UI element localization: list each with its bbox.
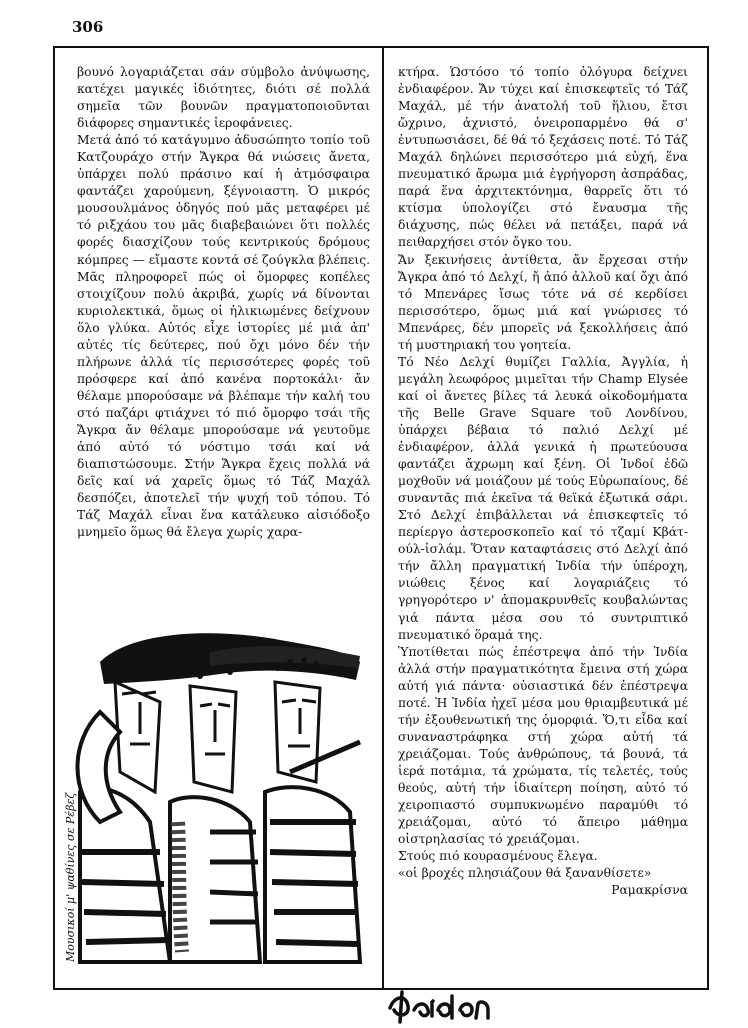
quote-attribution: Ραμακρίσνα	[611, 883, 688, 898]
right-column	[398, 64, 688, 899]
left-column	[77, 64, 370, 541]
paragraph: κτήρα. Ὡστόσο τό τοπίο ὁλόγυρα δείχνει ἐνδιαφέρον. Ἄν τύχει καί ἐπισκεφτεῖς τό Τάζ Μαχάλ, μέ τήν ἀνατολή τοῦ ἥλιου, ἔτσι ὤχρινο, ἀχνιστό, ὀνειροπαρμένο θά σ' ἐντυπωσιάσει, δέ θά τό ξεχάσεις ποτέ. Τό Τάζ Μαχάλ δηλώνει περισσότερο μιά εὐχή, ἕνα πνευματικό ἄρωμα μιά ἐγρήγορση ἀσπράδας, παρά ἕνα ἀρχιτεκτόνημα, θαρρεῖς ὅτι τό κτίσμα ὑπολογίζει στό ἔναυσμα τῆς διάχυσης, πώς θέλει νά πετάξει, παρά νά πειθαρχήσει στόν ὄγκο του.	[398, 65, 688, 250]
musicians-illustration	[60, 622, 378, 984]
signature	[380, 988, 500, 1028]
paragraph: Ὑποτίθεται πώς ἐπέστρεψα ἀπό τήν Ἰνδία ἀλλά στήν πραγματικότητα ἔμεινα στή χώρα αὐτή γιά πάντα· οὐσιαστικά δέν ἐπέστρεψα ποτέ. Ἡ Ἰνδία ἠχεῖ μέσα μου θριαμβευτικά μέ τήν ἐξουθενωτική της ὀμορφιά. Ὅ,τι εἶδα καί συναναστράφηκα στή χώρα αὐτή τά χρειάζομαι. Τούς ἀνθρώπους, τά βουνά, τά ἱερά ποτάμια, τά χρώματα, τίς τελετές, τούς θεούς, αὐτή τήν ἰδιαίτερη ποίηση, αὐτό τό χειροπιαστό συμπυκνωμένο παραμύθι τό χρειάζομαι, αὐτό τό ἄπειρο μάθημα οἰστρηλασίας τό χρειάζομαι.	[398, 644, 688, 847]
illustration-inscription: Μουσικοί μ' ψαθίνες σε Ρέβεζ	[64, 792, 77, 962]
column-divider	[382, 46, 384, 990]
quote: «οἱ βροχές πλησιάζουν θά ξανανθίσετε»	[398, 866, 652, 881]
paragraph: βουνό λογαριάζεται σάν σύμβολο ἀνύψωσης, κατέχει μαγικές ἰδιότητες, διότι σέ πολλά σημεῖα τῶν βουνῶν πραγματοποιοῦνται διάφορες σημαντικές ἱεροφάνειες.	[77, 65, 370, 131]
paragraph: Ἄν ξεκινήσεις ἀντίθετα, ἄν ἔρχεσαι στήν Ἄγκρα ἀπό τό Δελχί, ἤ ἀπό ἀλλοῦ καί ὄχι ἀπό τό Μπενάρες ἴσως τότε νά σέ κερδίσει περισσότερο, ὅμως μιά καί γνώρισες τό Μπενάρες, δέν μπορεῖς νά ξεκολλήσεις ἀπό τή μυστηριακή του γοητεία.	[398, 252, 688, 352]
musicians-drawing	[60, 622, 378, 984]
paragraph: Μετά ἀπό τό κατάγυμνο ἀδυσώπητο τοπίο τοῦ Κατζουράχο στήν Ἄγκρα θά νιώσεις ἄνετα, ὑπάρχει πολύ πράσινο καί ἡ ἀτμόσφαιρα φαντάζει χαρούμενη, ξέγνοιαστη. Ὁ μικρός μουσουλμάνος ὁδηγός πού μᾶς μεταφέρει μέ τό ριξχάου του μᾶς διαβεβαιώνει ὅτι πολλές φορές διασχίζουν τούς κεντρικούς δρόμους κόμπρες — εἴμαστε κοντά σέ ζούγκλα βλέπεις. Μᾶς πληροφορεῖ πώς οἱ ὄμορφες κοπέλες στοιχίζουν πολύ ἀκριβά, χωρίς νά δίνονται κυριολεκτικά, ὅμως οἱ ἡλικιωμένες δείχνουν ὅλο γλύκα. Αὐτός εἶχε ἱστορίες μέ μιά ἀπ' αὐτές τίς δεύτερες, πού ὄχι μόνο δέν τήν πλήρωνε ἀλλά τίς περισσότερες φορές τοῦ πρόσφερε καί ἀπό κανένα πορτοκάλι· ἄν θέλαμε μπορούσαμε νά βλέπαμε τήν καλή του στό παζάρι φτιάχνει τό πιό ὄμορφο τσάι τῆς Ἄγκρα ἄν θέλαμε μπορούσαμε νά γευτοῦμε ἀπό αὐτό τό νόστιμο τσάι καί νά διαπιστώσουμε. Στήν Ἄγκρα ἔχεις πολλά νά δεῖς καί νά χαρεῖς ὅμως τό Τάζ Μαχάλ δεσπόζει, ἀποτελεῖ τήν ψυχή τοῦ τόπου. Τό Τάζ Μαχάλ εἶναι ἕνα κατάλευκο αἰσιόδοξο μνημεῖο ὅμως θά ἔλεγα χωρίς χαρα-	[77, 133, 370, 540]
closing-line: Στούς πιό κουρασμένους ἔλεγα.	[398, 849, 598, 864]
paragraph: Τό Νέο Δελχί θυμίζει Γαλλία, Ἀγγλία, ἡ μεγάλη λεωφόρος μιμεῖται τήν Champ Elysée καί οἱ ἄνετες βίλες τά λευκά οἰκοδομήματα τῆς Belle Grave Square τοῦ Λονδίνου, ὑπάρχει βέβαια τό παλιό Δελχί μέ ἐνδιαφέρον, ἀλλά γενικά ἡ πρωτεύουσα φαντάζει ἄχρωμη καί ξένη. Οἱ Ἰνδοί ἐδῶ μοχθοῦν νά μοιάζουν μέ τούς Εὐρωπαίους, δέ συναντᾶς πιά ἐκεῖνα τά θεϊκά ἐξωτικά σάρι. Στό Δελχί ἐπιβάλλεται νά ἐπισκεφτεῖς τό περίεργο ἀστεροσκοπεῖο καί τό τζαμί Κβάτ-ούλ-ἰσλάμ. Ὅταν καταφτάσεις στό Δελχί ἀπό τήν ἄλλη πραγματική Ἰνδία τήν ὑπέροχη, νιώθεις ξένος καί λογαριάζεις τό γρηγορότερο ν' ἀπομακρυνθεῖς κουβαλώντας γιά πάντα μέσα σου τό συντριπτικό πνευματικό ὅραμά της.	[398, 354, 688, 642]
page-number: 306	[72, 18, 104, 36]
